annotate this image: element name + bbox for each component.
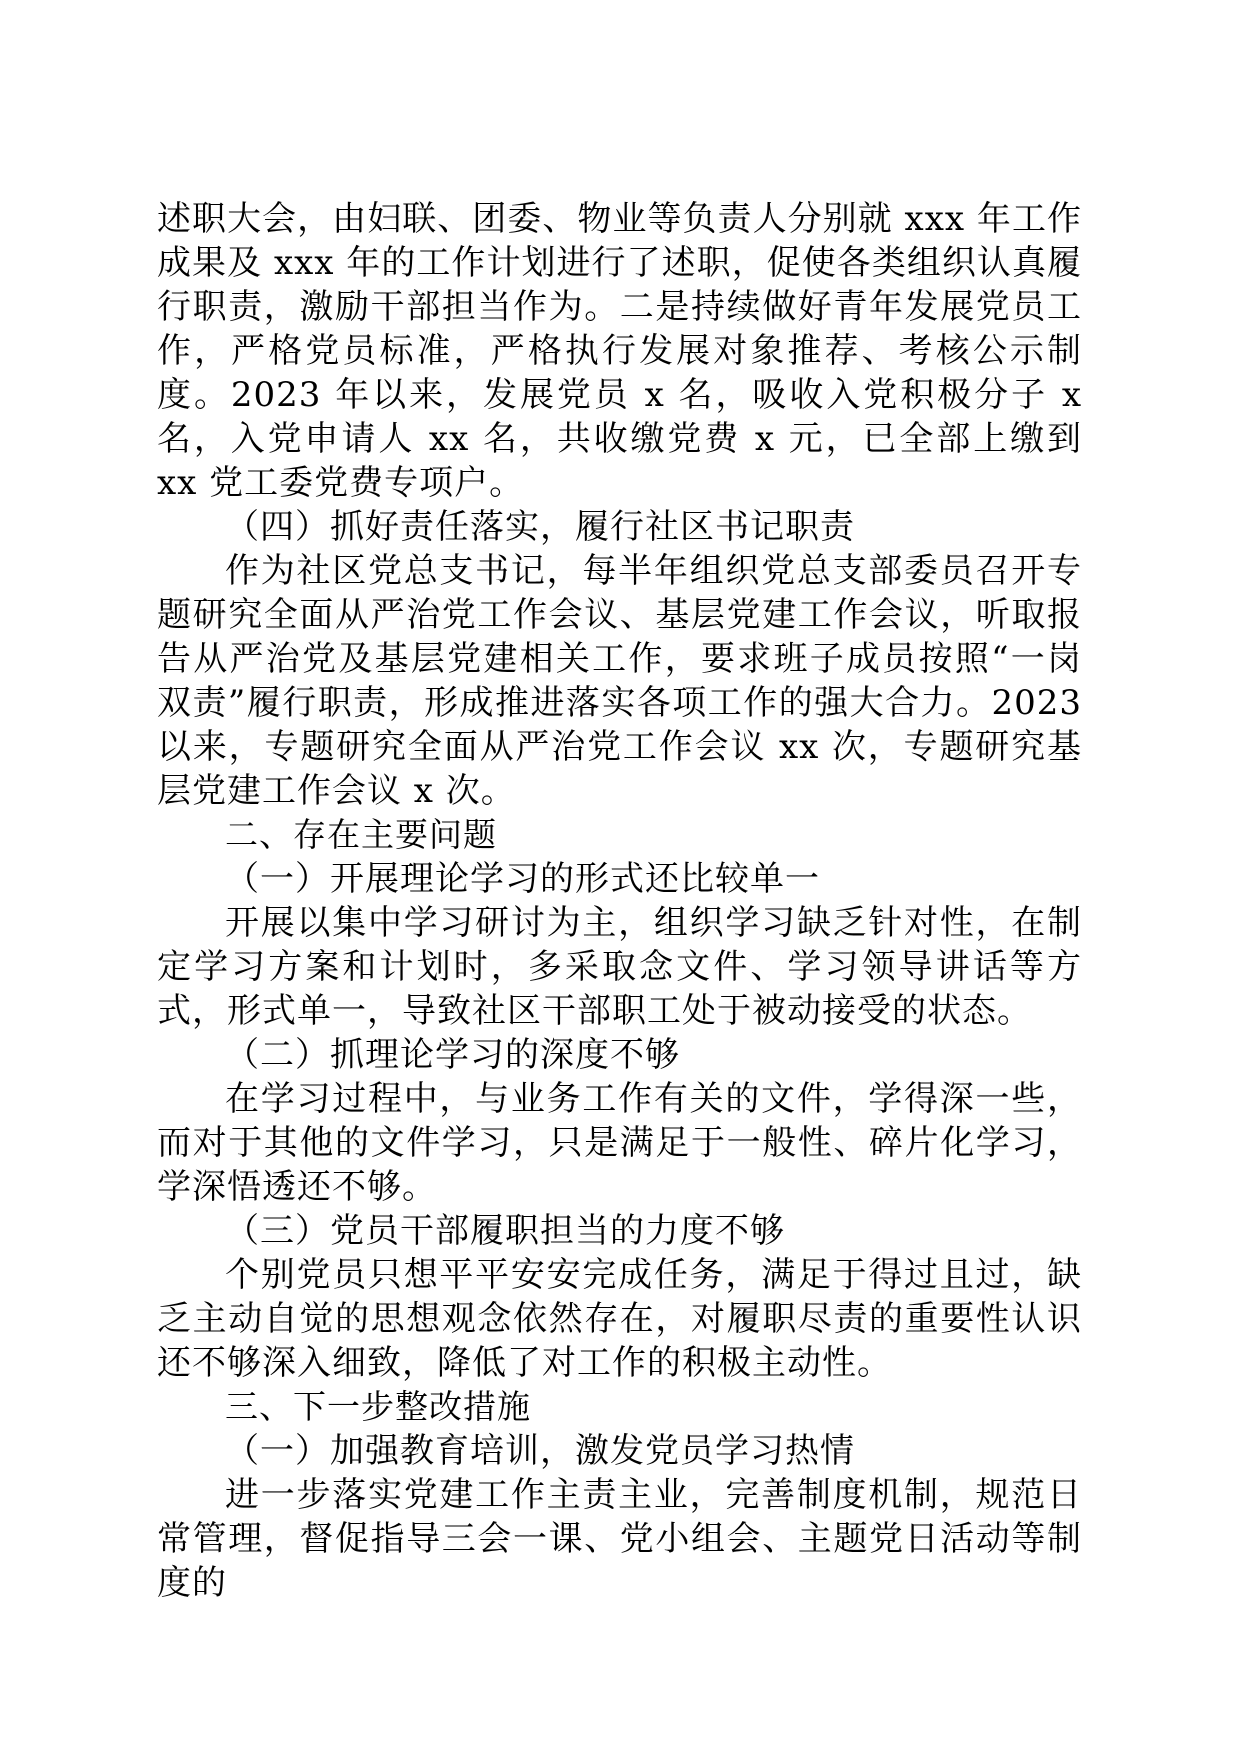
subheading-responsibility: （四）抓好责任落实，履行社区书记职责 [225,507,855,547]
section-heading-measures: 三、下一步整改措施 [225,1387,531,1426]
subheading-problem-2: （二）抓理论学习的深度不够 [225,1035,680,1075]
body-paragraph: 作为社区党总支书记，每半年组织党总支部委员召开专题研究全面从严治党工作会议、基层党建工作会议，听取报告从严治党及基层党建相关工作，要求班子成员按照“一岗双责”履行职责，形成推进落实各项工作的强大合力。2023 以来，专题研究全面从严治党工作会议 xx 次，专题研究基层党建工作会议 x 次。 [157,551,1082,811]
body-paragraph: 开展以集中学习研讨为主，组织学习缺乏针对性，在制定学习方案和计划时，多采取念文件、学习领导讲话等方式，形式单一，导致社区干部职工处于被动接受的状态。 [157,903,1082,1031]
subheading-problem-3: （三）党员干部履职担当的力度不够 [225,1211,785,1251]
body-paragraph: 述职大会，由妇联、团委、物业等负责人分别就 xxx 年工作成果及 xxx 年的工作计划进行了述职，促使各类组织认真履行职责，激励干部担当作为。二是持续做好青年发展党员工作，严格党员标准，严格执行发展对象推荐、考核公示制度。2023 年以来，发展党员 x 名，吸收入党积极分子 x 名，入党申请人 xx 名，共收缴党费 x 元，已全部上缴到 xx 党工委党费专项户。 [157,199,1082,503]
body-paragraph: 进一步落实党建工作主责主业，完善制度机制，规范日常管理，督促指导三会一课、党小组会、主题党日活动等制度的 [157,1475,1082,1603]
section-heading-problems: 二、存在主要问题 [225,815,497,854]
subheading-measure-1: （一）加强教育培训，激发党员学习热情 [225,1431,855,1471]
subheading-problem-1: （一）开展理论学习的形式还比较单一 [225,859,820,899]
document-page [157,197,1082,1605]
body-paragraph: 在学习过程中，与业务工作有关的文件，学得深一些，而对于其他的文件学习，只是满足于一般性、碎片化学习，学深悟透还不够。 [157,1079,1082,1207]
body-paragraph: 个别党员只想平平安安完成任务，满足于得过且过，缺乏主动自觉的思想观念依然存在，对履职尽责的重要性认识还不够深入细致，降低了对工作的积极主动性。 [157,1255,1082,1383]
